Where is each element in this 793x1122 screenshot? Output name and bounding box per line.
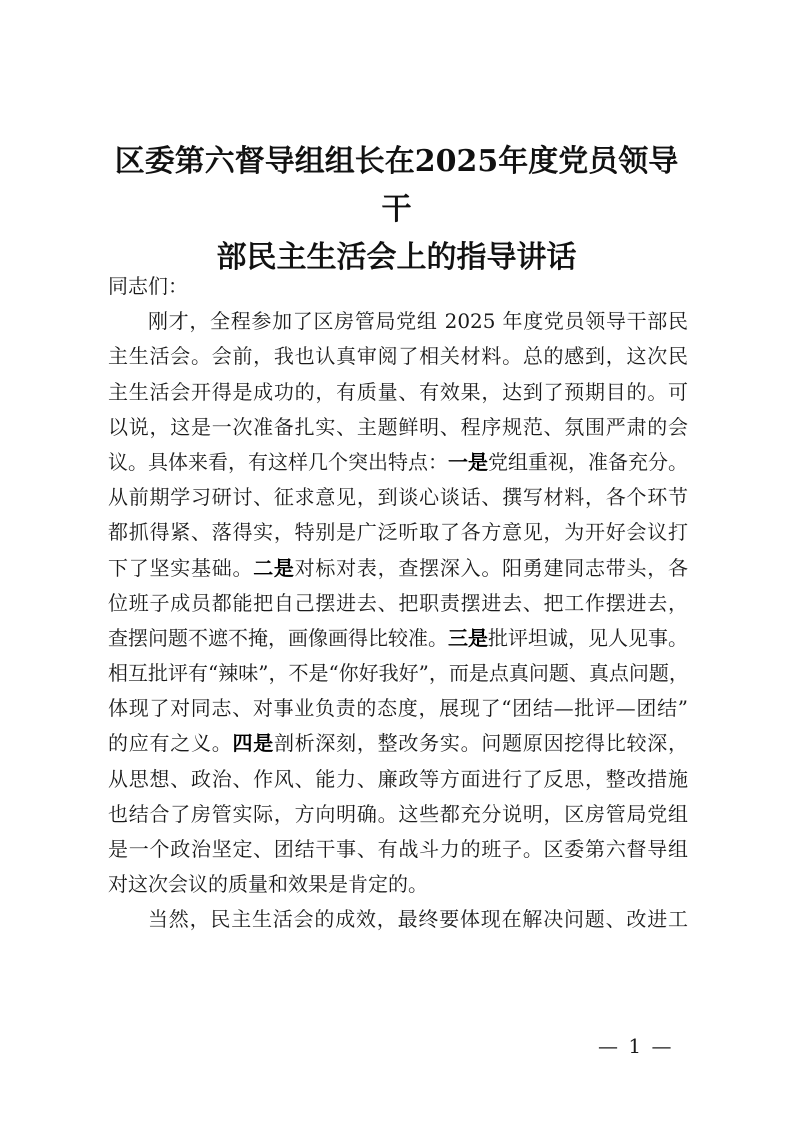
- bold-keyword: 四是: [232, 731, 274, 756]
- paragraph-line: [108, 656, 688, 691]
- page-number: — 1 —: [598, 1034, 674, 1058]
- text-segment: 查摆问题不遮不掩，画像画得比较准。: [108, 625, 448, 650]
- text-segment: 也结合了房管实际，方向明确。这些都充分说明，区房管局党组: [108, 801, 688, 826]
- bold-keyword: 三是: [448, 625, 488, 650]
- paragraph-line: [108, 797, 688, 832]
- text-segment: 从前期学习研讨、征求意见，到谈心谈话、撰写材料，各个环节: [108, 485, 688, 510]
- document-body: [108, 269, 688, 938]
- text-segment: 当然，民主生活会的成效，最终要体现在解决问题、改进工: [148, 907, 688, 932]
- paragraph-line: [108, 445, 688, 480]
- text-segment: 以说，这是一次准备扎实、主题鲜明、程序规范、氛围严肃的会: [108, 414, 688, 439]
- text-segment: 刚才，全程参加了区房管局党组 2025 年度党员领导干部民: [148, 309, 688, 334]
- bold-keyword: 二是: [253, 555, 295, 580]
- paragraph-line: [108, 902, 688, 937]
- text-segment: 位班子成员都能把自己摆进去、把职责摆进去、把工作摆进去，: [108, 590, 688, 615]
- text-segment: 批评坦诚，见人见事。: [488, 625, 688, 650]
- text-segment: 党组重视，准备充分。: [488, 449, 688, 474]
- bold-keyword: 一是: [448, 449, 488, 474]
- paragraph-line: [108, 832, 688, 867]
- text-segment: 主生活会。会前，我也认真审阅了相关材料。总的感到，这次民: [108, 344, 688, 369]
- text-segment: 对标对表，查摆深入。阳勇建同志带头，各: [294, 555, 689, 580]
- paragraph-line: [108, 762, 688, 797]
- text-segment: 议。具体来看，有这样几个突出特点：: [108, 449, 448, 474]
- paragraph-line: [108, 867, 688, 902]
- paragraph-line: [108, 691, 688, 726]
- text-segment: 从思想、政治、作风、能力、廉政等方面进行了反思，整改措施: [108, 766, 688, 791]
- paragraph-line: [108, 515, 688, 550]
- paragraph-line: [108, 621, 688, 656]
- text-segment: 对这次会议的质量和效果是肯定的。: [108, 872, 428, 897]
- text-segment: 的应有之义。: [108, 731, 233, 756]
- paragraph-line: [108, 551, 688, 586]
- text-segment: 相互批评有“辣味”，不是“你好我好”，而是点真问题、真点问题，: [108, 661, 689, 686]
- text-segment: 同志们：: [108, 274, 188, 298]
- paragraph-line: [108, 410, 688, 445]
- text-segment: 体现了对同志、对事业负责的态度，展现了“团结—批评—团结”: [108, 696, 688, 721]
- text-segment: 主生活会开得是成功的，有质量、有效果，达到了预期目的。可: [108, 379, 688, 404]
- text-segment: 剖析深刻，整改务实。问题原因挖得比较深，: [273, 731, 689, 756]
- document-title: [100, 138, 693, 282]
- paragraph-line: [108, 375, 688, 410]
- paragraph-line: [108, 726, 688, 761]
- paragraph-line: [108, 339, 688, 374]
- paragraph-line: [108, 586, 688, 621]
- title-line-2: 部民主生活会上的指导讲话: [216, 240, 577, 275]
- paragraph-line: [108, 480, 688, 515]
- text-segment: 下了坚实基础。: [108, 555, 254, 580]
- text-segment: 是一个政治坚定、团结干事、有战斗力的班子。区委第六督导组: [108, 837, 688, 861]
- paragraph-line: [108, 304, 688, 339]
- paragraph-line: [108, 269, 688, 304]
- title-line-1: 区委第六督导组组长在2025年度党员领导干: [114, 144, 679, 227]
- text-segment: 都抓得紧、落得实，特别是广泛听取了各方意见，为开好会议打: [108, 520, 688, 545]
